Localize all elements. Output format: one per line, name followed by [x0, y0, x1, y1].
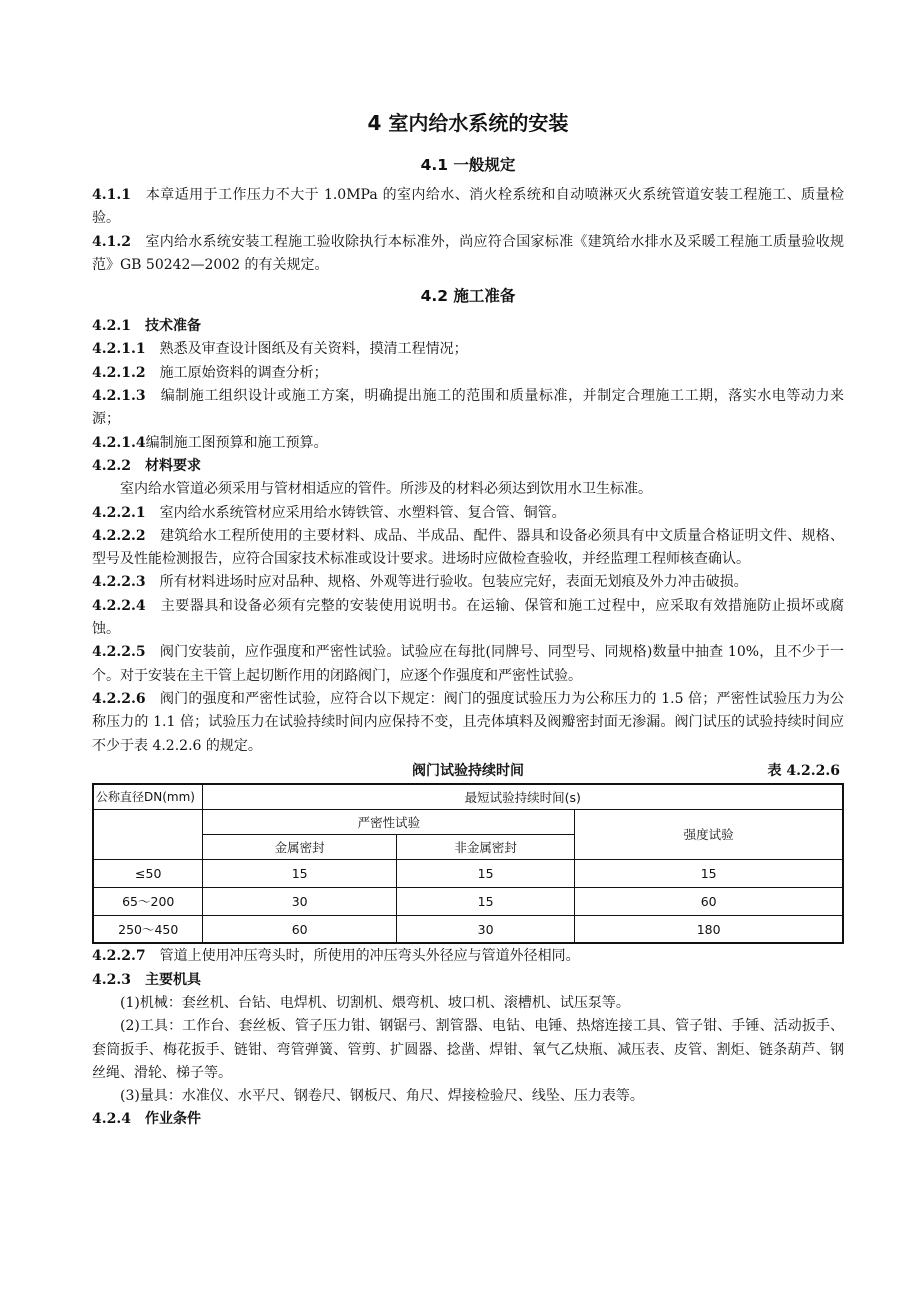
clause-text: 主要器具和设备必须有完整的安装使用说明书。在运输、保管和施工过程中，应采取有效措施防止损坏或腐蚀。 [92, 597, 845, 638]
cell-strength: 15 [575, 859, 843, 887]
document-page [92, 100, 844, 1132]
clause-number: 4.2.1.3 [92, 388, 146, 405]
cell-nonmetal: 15 [396, 887, 574, 915]
clause-number: 4.2.3 [92, 971, 131, 988]
clause-number: 4.2.1.2 [92, 364, 146, 381]
clause-4-2-1-2 [92, 362, 844, 385]
header-dn: 公称直径DN(mm) [93, 784, 203, 810]
cell-metal: 30 [203, 887, 396, 915]
clause-text: 阀门的强度和严密性试验，应符合以下规定：阀门的强度试验压力为公称压力的 1.5 倍；严密性试验压力为公称压力的 1.1 倍；试验压力在试验持续时间内应保持不变，且壳体填料及阀瓣密封面无渗漏。阀门试压的试验持续时间应不少于表 4.2.2.6 的规定。 [92, 690, 845, 754]
clause-number: 4.2.2.2 [92, 527, 146, 544]
table-row [93, 887, 843, 915]
section-4-2-heading: 4.2 施工准备 [420, 287, 516, 306]
tools-hand: (2)工具：工作台、套丝板、管子压力钳、钢锯弓、割管器、电钻、电锤、热熔连接工具、管子钳、手锤、活动扳手、套筒扳手、梅花扳手、链钳、弯管弹簧、管剪、扩圆器、捻凿、焊钳、氧气乙炔瓶、减压表、皮管、割炬、链条葫芦、钢丝绳、滑轮、梯子等。 [92, 1018, 844, 1081]
header-tightness: 严密性试验 [203, 809, 575, 834]
clause-number: 4.2.2.3 [92, 574, 146, 591]
subsection-4-2-1 [92, 315, 844, 338]
header-nonmetal-seal: 非金属密封 [396, 834, 574, 859]
subsection-title: 材料要求 [144, 457, 201, 474]
subsection-4-2-3 [92, 969, 844, 992]
clause-text: 所有材料进场时应对品种、规格、外观等进行验收。包装应完好，表面无划痕及外力冲击破损。 [159, 574, 748, 591]
clause-4-2-2-5 [92, 641, 844, 688]
header-min-duration: 最短试验持续时间(s) [203, 784, 843, 810]
valve-test-table [92, 783, 844, 945]
clause-number: 4.2.2 [92, 457, 131, 474]
header-strength: 强度试验 [575, 809, 843, 859]
cell-strength: 180 [575, 915, 843, 943]
cell-dn: 250～450 [93, 915, 203, 943]
clause-text: 编制施工组织设计或施工方案，明确提出施工的范围和质量标准，并制定合理施工工期，落实水电等动力来源； [92, 388, 845, 428]
table-header-row [93, 809, 843, 834]
table-row [93, 859, 843, 887]
clause-number: 4.2.2.1 [92, 504, 146, 521]
materials-intro: 室内给水管道必须采用与管材相适应的管件。所涉及的材料必须达到饮用水卫生标准。 [120, 481, 652, 498]
clause-text: 编制施工图预算和施工预算。 [145, 434, 328, 451]
clause-text: 室内给水系统安装工程施工验收除执行本标准外，尚应符合国家标准《建筑给水排水及采暖工程施工质量验收规范》GB 50242—2002 的有关规定。 [92, 233, 845, 273]
table-caption [92, 759, 844, 783]
table-row [93, 915, 843, 943]
header-dn-blank [93, 809, 203, 859]
cell-strength: 60 [575, 887, 843, 915]
header-metal-seal: 金属密封 [203, 834, 396, 859]
clause-4-2-2-3 [92, 571, 844, 594]
tools-machinery: (1)机械：套丝机、台钻、电焊机、切割机、煨弯机、坡口机、滚槽机、试压泵等。 [120, 994, 630, 1011]
cell-nonmetal: 15 [396, 859, 574, 887]
cell-dn: ≤50 [93, 859, 203, 887]
subsection-title: 技术准备 [144, 318, 201, 335]
tools-measuring: (3)量具：水准仪、水平尺、钢卷尺、钢板尺、角尺、焊接检验尺、线坠、压力表等。 [120, 1088, 644, 1105]
cell-nonmetal: 30 [396, 915, 574, 943]
clause-text: 建筑给水工程所使用的主要材料、成品、半成品、配件、器具和设备必须具有中文质量合格证明文件、规格、型号及性能检测报告，应符合国家技术标准或设计要求。进场时应做检查验收，并经监理工程师核查确认。 [92, 527, 845, 568]
clause-4-2-2-7 [92, 945, 844, 968]
clause-number: 4.2.4 [92, 1111, 131, 1128]
table-number: 表 4.2.2.6 [767, 762, 840, 779]
clause-4-2-2-1 [92, 502, 844, 525]
clause-4-2-1-1 [92, 338, 844, 361]
section-4-1-heading: 4.1 一般规定 [420, 156, 516, 174]
clause-4-2-2-2 [92, 525, 844, 572]
clause-text: 施工原始资料的调查分析； [159, 364, 328, 381]
clause-number: 4.2.2.6 [92, 690, 146, 707]
clause-number: 4.2.1.4 [92, 434, 146, 451]
clause-4-1-1 [92, 184, 844, 231]
clause-number: 4.2.1.1 [92, 341, 146, 358]
cell-metal: 15 [203, 859, 396, 887]
clause-number: 4.2.2.5 [92, 644, 146, 661]
clause-text: 室内给水系统管材应采用给水铸铁管、水塑料管、复合管、铜管。 [159, 504, 566, 521]
clause-4-2-2-4 [92, 595, 844, 642]
table-header-row [93, 784, 843, 810]
clause-text: 本章适用于工作压力不大于 1.0MPa 的室内给水、消火栓系统和自动喷淋灭火系统管道安装工程施工、质量检验。 [92, 187, 845, 227]
clause-number: 4.2.2.7 [92, 948, 146, 965]
subsection-4-2-2 [92, 455, 844, 478]
clause-number: 4.1.2 [92, 233, 131, 250]
clause-number: 4.2.2.4 [92, 597, 146, 614]
chapter-title: 4 室内给水系统的安装 [367, 111, 569, 135]
table-title: 阀门试验持续时间 [412, 762, 524, 779]
cell-dn: 65～200 [93, 887, 203, 915]
clause-text: 熟悉及审查设计图纸及有关资料，摸清工程情况； [159, 341, 468, 358]
clause-text: 管道上使用冲压弯头时，所使用的冲压弯头外径应与管道外径相同。 [159, 948, 580, 965]
clause-4-2-1-3 [92, 385, 844, 432]
clause-4-1-2 [92, 231, 844, 278]
clause-number: 4.2.1 [92, 318, 131, 335]
clause-4-2-2-6 [92, 688, 844, 758]
valve-test-table-wrap [92, 783, 844, 945]
clause-text: 阀门安装前，应作强度和严密性试验。试验应在每批(同牌号、同型号、同规格)数量中抽查 10%，且不少于一个。对于安装在主干管上起切断作用的闭路阀门，应逐个作强度和严密性试验。 [92, 644, 845, 684]
cell-metal: 60 [203, 915, 396, 943]
clause-number: 4.1.1 [92, 187, 131, 203]
subsection-title: 主要机具 [144, 971, 201, 988]
subsection-title: 作业条件 [144, 1111, 201, 1128]
clause-4-2-1-4 [92, 432, 844, 455]
subsection-4-2-4 [92, 1108, 844, 1131]
